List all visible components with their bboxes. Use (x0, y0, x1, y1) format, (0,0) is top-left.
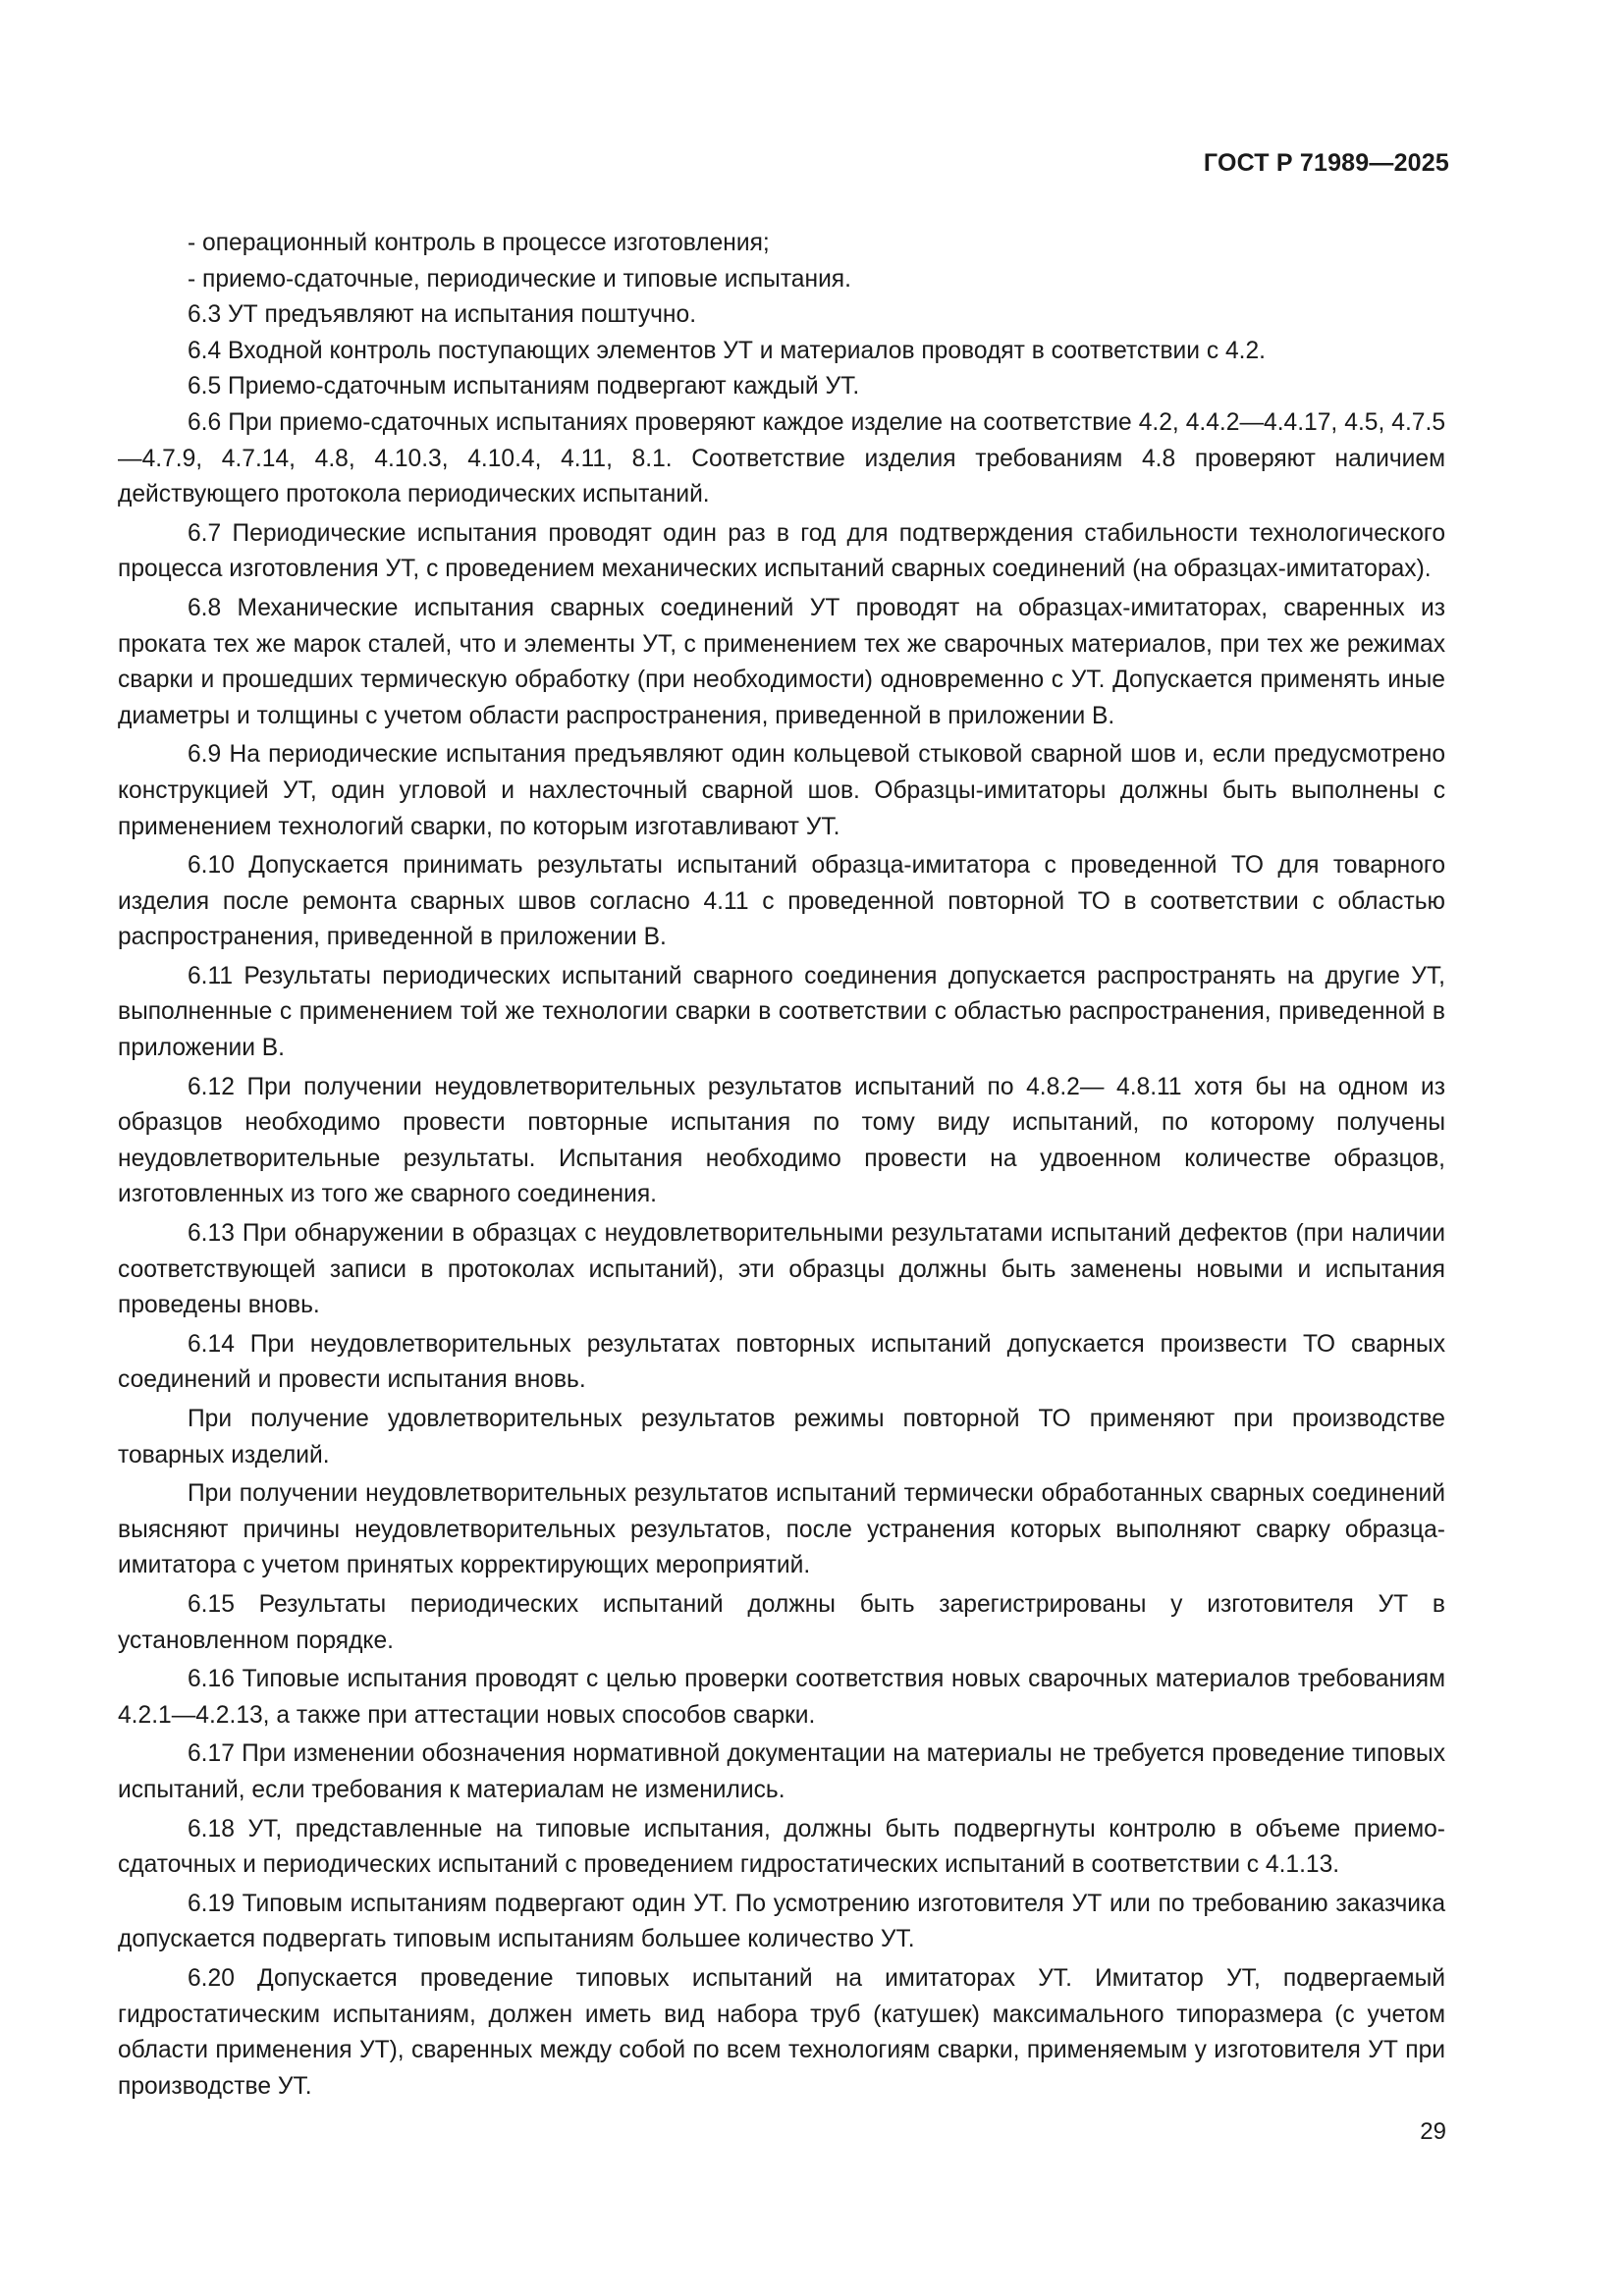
paragraph: 6.16 Типовые испытания проводят с целью проверки соответствия новых сварочных материалов требованиям 4.2.1—4.2.13, а также при аттестации новых способов сварки. (118, 1666, 1445, 1729)
paragraph: 6.7 Периодические испытания проводят один раз в год для подтверждения стабильности технологического процесса изготовления УТ, с проведением механических испытаний сварных соединений (на образцах-имитаторах). (118, 519, 1445, 583)
paragraph: 6.12 При получении неудовлетворительных результатов испытаний по 4.8.2— 4.8.11 хотя бы на одном из образцов необходимо провести повторные испытания по тому виду испытаний, по которому получены неудовлетворительные результаты. Испытания необходимо провести на удвоенном количестве образцов, изготовленных из того же сварного соединения. (118, 1073, 1445, 1208)
paragraph: 6.19 Типовым испытаниям подвергают один УТ. По усмотрению изготовителя УТ или по требованию заказчика допускается подвергать типовым испытаниям большее количество УТ. (118, 1890, 1445, 1953)
paragraph: При получение удовлетворительных результатов режимы повторной ТО применяют при производстве товарных изделий. (118, 1406, 1445, 1468)
body-text (118, 226, 1445, 2108)
document-code: ГОСТ Р 71989—2025 (1203, 149, 1449, 177)
paragraph: 6.18 УТ, представленные на типовые испытания, должны быть подвергнуты контролю в объеме приемо-сдаточных и периодических испытаний с проведением гидростатических испытаний в соответствии с 4.1.13. (118, 1815, 1445, 1879)
paragraph: - приемо-сдаточные, периодические и типовые испытания. (188, 265, 851, 293)
paragraph: 6.6 При приемо-сдаточных испытаниях проверяют каждое изделие на соответствие 4.2, 4.4.2—4.4.17, 4.5, 4.7.5—4.7.9, 4.7.14, 4.8, 4.10.3, 4.10.4, 4.11, 8.1. Соответствие изделия требованиям 4.8 проверяют наличием действующего протокола периодических испытаний. (118, 408, 1445, 508)
paragraph: 6.20 Допускается проведение типовых испытаний на имитаторах УТ. Имитатор УТ, подвергаемый гидростатическим испытаниям, должен иметь вид набора труб (катушек) максимального типоразмера (с учетом области применения УТ), сваренных между собой по всем технологиям сварки, применяемым у изготовителя УТ при производстве УТ. (118, 1964, 1445, 2100)
paragraph: 6.8 Механические испытания сварных соединений УТ проводят на образцах-имитаторах, сваренных из проката тех же марок сталей, что и элементы УТ, с применением тех же сварочных материалов, при тех же режимах сварки и прошедших термическую обработку (при необходимости) одновременно с УТ. Допускается применять иные диаметры и толщины с учетом области распространения, приведенной в приложении В. (118, 594, 1445, 729)
paragraph: 6.9 На периодические испытания предъявляют один кольцевой стыковой сварной шов и, если предусмотрено конструкцией УТ, один угловой и нахлесточный сварной шов. Образцы-имитаторы должны быть выполнены с применением технологий сварки, по которым изготавливают УТ. (118, 741, 1445, 840)
paragraph: 6.14 При неудовлетворительных результатах повторных испытаний допускается произвести ТО сварных соединений и провести испытания вновь. (118, 1330, 1445, 1394)
paragraph: 6.10 Допускается принимать результаты испытаний образца-имитатора с проведенной ТО для товарного изделия после ремонта сварных швов согласно 4.11 с проведенной повторной ТО в соответствии с областью распространения, приведенной в приложении В. (118, 852, 1445, 951)
paragraph: - операционный контроль в процессе изготовления; (188, 230, 770, 256)
page-number: 29 (1420, 2118, 1446, 2145)
paragraph: 6.4 Входной контроль поступающих элементов УТ и материалов проводят в соответствии с 4.2. (188, 337, 1266, 364)
paragraph: При получении неудовлетворительных результатов испытаний термически обработанных сварных соединений выясняют причины неудовлетворительных результатов, после устранения которых выполняют сварку образца-имитатора с учетом принятых корректирующих мероприятий. (118, 1480, 1445, 1579)
paragraph: 6.5 Приемо-сдаточным испытаниям подвергают каждый УТ. (188, 373, 860, 400)
paragraph: 6.17 При изменении обозначения нормативной документации на материалы не требуется проведение типовых испытаний, если требования к материалам не изменились. (118, 1740, 1445, 1803)
paragraph: 6.15 Результаты периодических испытаний должны быть зарегистрированы у изготовителя УТ в установленном порядке. (118, 1590, 1445, 1654)
paragraph: 6.13 При обнаружении в образцах с неудовлетворительными результатами испытаний дефектов (при наличии соответствующей записи в протоколах испытаний), эти образцы должны быть заменены новыми и испытания проведены вновь. (118, 1220, 1445, 1319)
paragraph: 6.3 УТ предъявляют на испытания поштучно. (188, 301, 697, 329)
paragraph: 6.11 Результаты периодических испытаний сварного соединения допускается распространять на другие УТ, выполненные с применением той же технологии сварки в соответствии с областью распространения, приведенной в приложении В. (118, 962, 1445, 1062)
